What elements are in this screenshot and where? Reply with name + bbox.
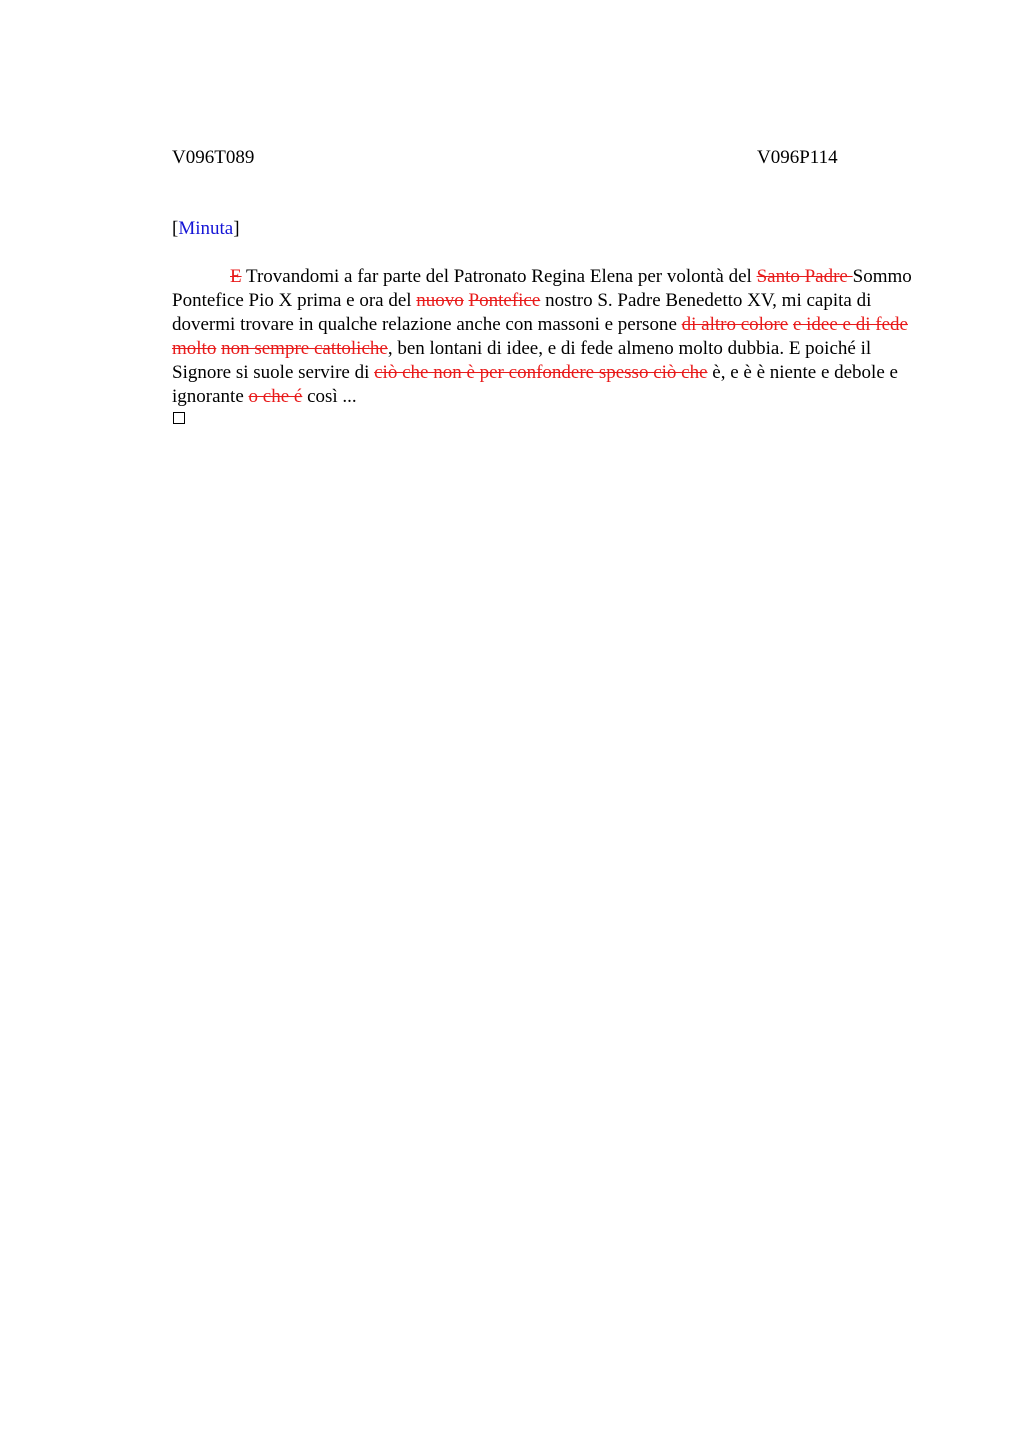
text-segment: Trovandomi a far parte del Patronato Regina Elena per volontà del — [241, 266, 757, 287]
close-bracket: ] — [233, 218, 240, 239]
empty-square-icon — [173, 412, 185, 424]
deleted-text: ciò che non è per confondere spesso ciò che — [374, 362, 708, 383]
minuta-label: Minuta — [178, 218, 234, 239]
deleted-text: e idee e di fede molto — [172, 314, 908, 359]
text-segment: è, e è è niente e debole e ignorante — [172, 362, 898, 407]
body-paragraph — [172, 265, 917, 409]
deleted-text: E — [230, 266, 242, 287]
section-label — [172, 218, 240, 240]
open-bracket: [ — [172, 218, 179, 239]
text-segment: nostro S. Padre Benedetto XV, mi capita di dovermi trovare in qualche relazione anche con massoni e persone — [172, 290, 872, 335]
text-segment: , ben lontani di idee, e di fede almeno molto dubbia. E poiché il Signore si suole servire di — [172, 338, 872, 383]
text-segment: così ... — [302, 386, 357, 407]
page-code: V096P114 — [757, 147, 838, 168]
deleted-text: nuovo — [416, 290, 464, 311]
deleted-text: di altro colore — [681, 314, 789, 335]
text-segment: Sommo Pontefice Pio X prima e ora del — [172, 266, 912, 311]
deleted-text: Santo Padre — [756, 266, 853, 287]
deleted-text: o che é — [248, 386, 303, 407]
deleted-text: Pontefice — [468, 290, 541, 311]
document-code: V096T089 — [172, 147, 255, 168]
deleted-text: non sempre cattoliche — [221, 338, 388, 359]
